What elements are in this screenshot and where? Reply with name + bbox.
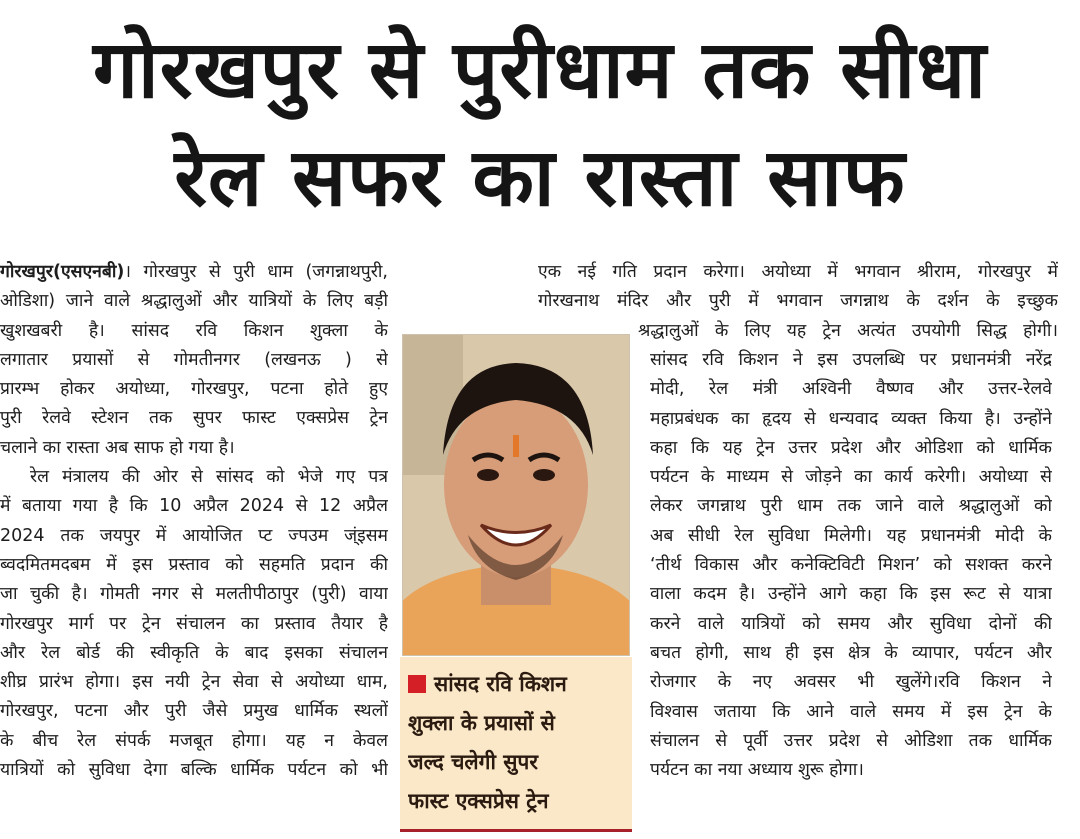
article-line: 2024 तक जयपुर में आयोजित प्ट ज्पउम ज्ंइसम [0, 525, 388, 546]
article-line: संचालन से पूर्वी उत्तर प्रदेश से ओडिशा तक धार्मिक [650, 730, 1052, 751]
article-line: खुशखबरी है। सांसद रवि किशन शुक्ला के [0, 320, 388, 341]
article-line: विश्वास जताया कि आने वाले समय में इस ट्रेन के [650, 701, 1052, 722]
article-line: लगातार प्रयासों से गोमतीनगर (लखनऊ ) से [0, 349, 388, 370]
headline-line-1: गोरखपुर से पुरीधाम तक सीधा [93, 23, 987, 116]
article-line: यात्रियों को सुविधा देगा बल्कि धार्मिक पर्यटन को भी [0, 760, 388, 781]
red-square-icon [408, 675, 426, 693]
article-line [0, 258, 388, 287]
caption-line: शुक्ला के प्रयासों से [408, 711, 555, 735]
photo-caption [408, 665, 626, 821]
article-line: गोरखनाथ मंदिर और पुरी में भगवान जगन्नाथ के दर्शन के इच्छुक [538, 291, 1058, 312]
article-line: लेकर जगन्नाथ पुरी धाम तक जाने वाले श्रद्धालुओं को [650, 496, 1052, 517]
article-line: रेल मंत्रालय की ओर से सांसद को भेजे गए पत्र [30, 467, 388, 488]
article-line: श्रद्धालुओं के लिए यह ट्रेन अत्यंत उपयोगी सिद्ध होगी। [638, 320, 1058, 341]
article-line: और रेल बोर्ड की स्वीकृति के बाद इसका संचालन [0, 642, 388, 663]
article-line: पर्यटन का नया अध्याय शुरू होगा। [650, 760, 864, 781]
photo-caption-box [400, 657, 632, 832]
article-line: अब सीधी रेल सुविधा मिलेगी। यह प्रधानमंत्री मोदी के [650, 525, 1052, 546]
article-line: ‘तीर्थ विकास और कनेक्टिविटी मिशन’ को सशक्त करने [650, 555, 1052, 576]
article-line: कहा कि यह ट्रेन उत्तर प्रदेश और ओडिशा को धार्मिक [650, 437, 1052, 458]
caption-line [408, 665, 626, 704]
article-line-text: । गोरखपुर से पुरी धाम (जगन्नाथपुरी, [124, 262, 388, 282]
article-line: गोरखपुर मार्ग पर ट्रेन संचालन का प्रस्ताव तैयार है [0, 613, 388, 634]
article-line: बचत होगी, साथ ही इस क्षेत्र के व्यापार, पर्यटन और [650, 642, 1052, 663]
article-line: पर्यटन के माध्यम से जोड़ने का कार्य करेगी। अयोध्या से [650, 467, 1052, 488]
article-line: महाप्रबंधक का हृदय से धन्यवाद व्यक्त किया है। उन्होंने [650, 408, 1052, 429]
article-line: जा चुकी है। गोमती नगर से मलतीपीठापुर (पुरी) वाया [0, 584, 388, 605]
caption-line: जल्द चलेगी सुपर [408, 750, 538, 774]
article-line: ब्वदमितमदबम में इस प्रस्ताव को सहमति प्रदान की [0, 554, 388, 575]
article-column-left [0, 258, 388, 785]
article-line: शीघ्र प्रारंभ होगा। इस नयी ट्रेन सेवा से अयोध्या धाम, [0, 672, 388, 693]
portrait-photo-icon [403, 335, 629, 655]
article-line: चलाने का रास्ता अब साफ हो गया है। [0, 437, 235, 458]
article-column-right-lower [650, 346, 1052, 785]
article-line: के बीच रेल संपर्क मजबूत होगा। यह न केवल [0, 730, 388, 751]
caption-line: फास्ट एक्सप्रेस ट्रेन [408, 789, 549, 813]
headline-line-2: रेल सफर का रास्ता साफ [174, 131, 906, 224]
article-line: एक नई गति प्रदान करेगा। अयोध्या में भगवान श्रीराम, गोरखपुर में [538, 262, 1058, 282]
portrait-photo [402, 334, 630, 656]
article-line: ओडिशा) जाने वाले श्रद्धालुओं और यात्रियों के लिए बड़ी [0, 291, 388, 312]
article-line: करने वाले यात्रियों को समय और सुविधा दोनों की [650, 613, 1052, 634]
article-line: पुरी रेलवे स्टेशन तक सुपर फास्ट एक्सप्रेस ट्रेन [0, 408, 388, 429]
dateline: गोरखपुर(एसएनबी) [0, 262, 125, 282]
article-line: गोरखपुर, पटना और पुरी जैसे प्रमुख धार्मिक स्थलों [0, 701, 388, 722]
article-line: प्रारम्भ होकर अयोध्या, गोरखपुर, पटना होते हुए [0, 379, 388, 400]
article-line: सांसद रवि किशन ने इस उपलब्धि पर प्रधानमंत्री नरेंद्र [650, 350, 1052, 370]
article-column-right [538, 258, 1058, 346]
caption-line-text: सांसद रवि किशन [434, 672, 567, 696]
article-line: रोजगार के नए अवसर भी खुलेंगे।रवि किशन ने [650, 672, 1052, 693]
article-line: मोदी, रेल मंत्री अश्विनी वैष्णव और उत्तर-रेलवे [650, 379, 1052, 400]
article-line: वाला कदम है। उन्होंने आगे कहा कि इस रूट से यात्रा [650, 584, 1052, 605]
article-line: में बताया गया है कि 10 अप्रैल 2024 से 12 अप्रैल [0, 496, 388, 517]
